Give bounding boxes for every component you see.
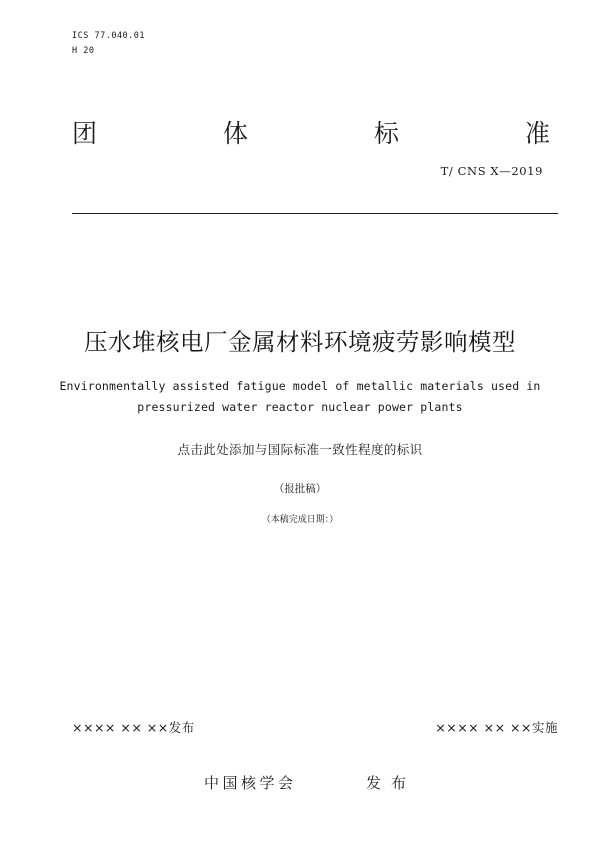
consistency-note[interactable]: 点击此处添加与国际标准一致性程度的标识 [177, 442, 423, 457]
standard-type-char: 标 [373, 119, 399, 148]
title-english: Environmentally assisted fatigue model of metallic materials used in pressurized water reactor nuclear power plants [59, 379, 541, 414]
standard-type-heading [72, 114, 550, 150]
publish-label: 发布 [366, 774, 417, 792]
ccs-code: H 20 [72, 46, 95, 56]
ics-code: ICS 77.040.01 [72, 31, 146, 41]
draft-stage: （报批稿） [273, 483, 327, 495]
implementation-date: ×××× ×× ××实施 [435, 720, 558, 735]
standard-number: T/ CNS X—2019 [440, 164, 543, 178]
header-divider [72, 213, 558, 214]
standard-type-char: 体 [222, 119, 248, 148]
standard-type-char: 团 [72, 119, 98, 148]
completion-date-note: （本稿完成日期：） [261, 515, 339, 525]
standard-type-char: 准 [524, 119, 550, 148]
title-chinese: 压水堆核电厂金属材料环境疲劳影响模型 [84, 328, 516, 356]
issue-date: ×××× ×× ××发布 [72, 720, 195, 735]
publisher-name: 中国核学会 [204, 774, 297, 792]
